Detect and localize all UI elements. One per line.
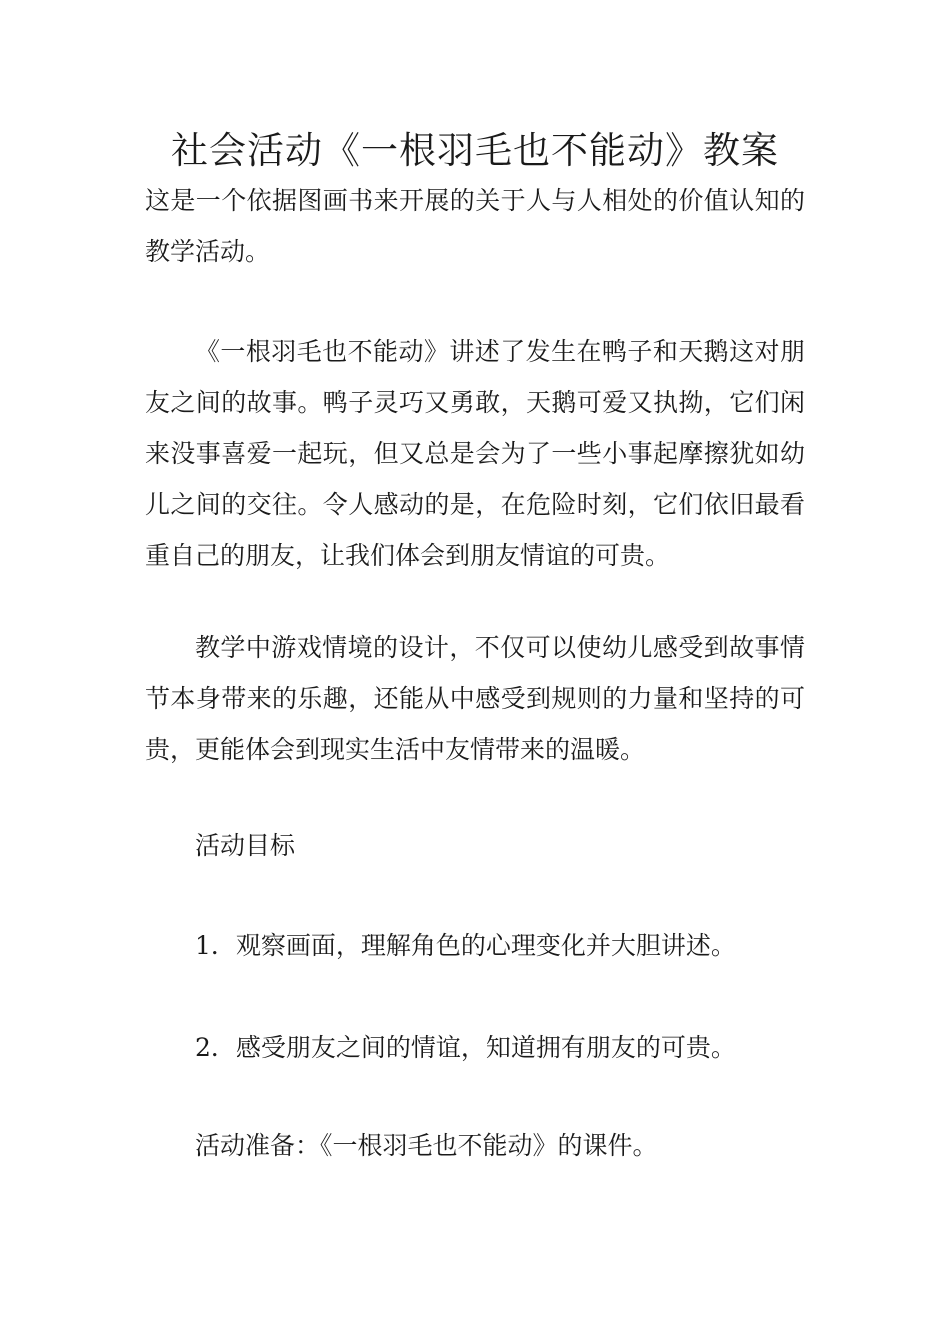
document-title: 社会活动《一根羽毛也不能动》教案 xyxy=(171,129,779,172)
preparation-paragraph: 活动准备：《一根羽毛也不能动》的课件。 xyxy=(195,1131,658,1160)
goals-heading: 活动目标 xyxy=(195,831,296,860)
goal-item-1: 1．观察画面，理解角色的心理变化并大胆讲述。 xyxy=(195,931,736,960)
story-paragraph: 《一根羽毛也不能动》讲述了发生在鸭子和天鹅这对朋友之间的故事。鸭子灵巧又勇敢，天鹅可爱又执拗，它们闲来没事喜爱一起玩，但又总是会为了一些小事起摩擦犹如幼儿之间的交往。令人感动的是，在危险时刻，它们依旧最看重自己的朋友，让我们体会到朋友情谊的可贵。 xyxy=(145,337,805,570)
intro-paragraph: 这是一个依据图画书来开展的关于人与人相处的价值认知的教学活动。 xyxy=(145,186,805,266)
game-design-paragraph: 教学中游戏情境的设计，不仅可以使幼儿感受到故事情节本身带来的乐趣，还能从中感受到规则的力量和坚持的可贵，更能体会到现实生活中友情带来的温暖。 xyxy=(145,633,805,764)
goal-item-2: 2．感受朋友之间的情谊，知道拥有朋友的可贵。 xyxy=(195,1033,736,1062)
